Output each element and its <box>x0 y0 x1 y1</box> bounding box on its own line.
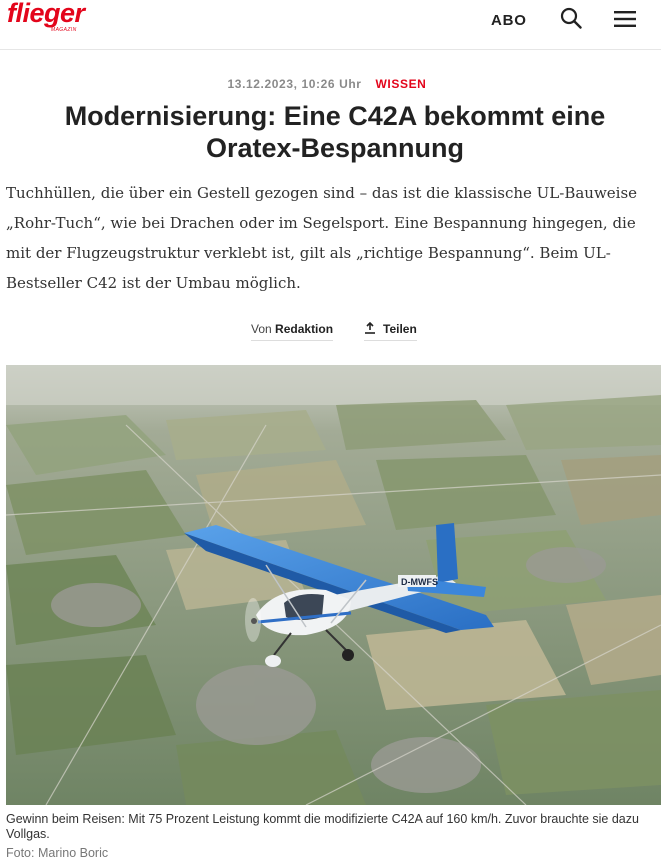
registration-marking: D-MWFS <box>401 577 438 587</box>
byline-prefix: Von <box>251 322 272 336</box>
byline <box>0 319 661 343</box>
logo-wordmark: flieger <box>7 0 85 28</box>
image-credit: Foto: Marino Boric <box>6 846 109 860</box>
article-title: Modernisierung: Eine C42A bekommt eine Oratex-Bespannung <box>64 101 606 163</box>
category-link[interactable]: WISSEN <box>375 77 427 91</box>
article-hero-image[interactable] <box>6 365 661 805</box>
image-caption: Gewinn beim Reisen: Mit 75 Prozent Leistung kommt die modifizierte C42A auf 160 km/h. Zuvor brauchte sie dazu Vollgas. <box>6 812 639 841</box>
share-button[interactable] <box>364 322 417 341</box>
flieger-logo[interactable] <box>7 2 97 34</box>
article-meta <box>0 77 654 91</box>
logo-subtext: MAGAZIN <box>51 27 77 33</box>
hamburger-menu-icon[interactable] <box>613 9 637 29</box>
article-lead: Tuchhüllen, die über ein Gestell gezogen sind – das ist die klassische UL-Bauweise „Rohr-Tuch“, wie bei Drachen oder im Segelsport. Eine Bespannung hingegen, die mit der Flugzeugstruktur verklebt ist, gilt als „richtige Bespannung“. Beim UL-Bestseller C42 ist der Umbau möglich. <box>6 184 638 292</box>
share-label: Teilen <box>383 322 417 336</box>
search-icon[interactable] <box>560 7 582 29</box>
abo-link[interactable]: ABO <box>491 12 527 29</box>
site-header <box>0 0 661 50</box>
publish-date: 13.12.2023, 10:26 Uhr <box>227 77 362 91</box>
author-link[interactable] <box>251 322 333 341</box>
author-name: Redaktion <box>275 322 334 336</box>
aerial-photo-ultralight <box>6 365 661 805</box>
share-icon <box>364 322 376 334</box>
